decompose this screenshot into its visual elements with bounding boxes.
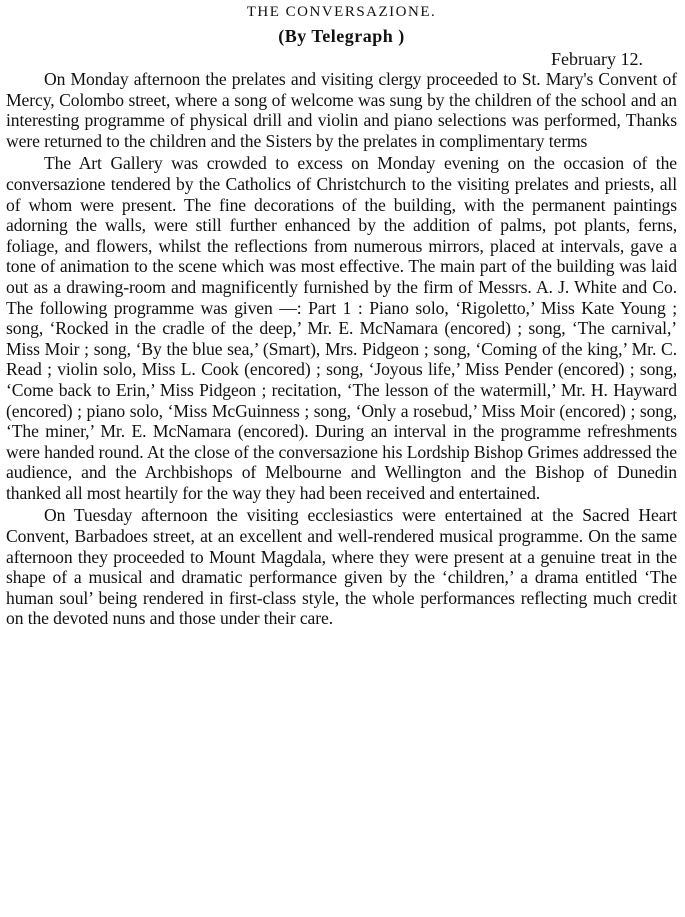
article-paragraph-tuesday-afternoon: On Tuesday afternoon the visiting ecclesiastics were entertained at the Sacred Heart Convent, Barbadoes street, at an excellent and well-rendered musical programme. On the same afternoon they proceeded to Mount Magdala, where they were present at a genuine treat in the shape of a musical and dramatic performance given by the ‘children,’ a drama entitled ‘The human soul’ being rendered in first-class style, the whole performances reflecting much credit on the devoted nuns and those under their care. [6,505,677,629]
article-paragraph-monday-afternoon: On Monday afternoon the prelates and visiting clergy proceeded to St. Mary's Convent of Mercy, Colombo street, where a song of welcome was sung by the children of the school and an interesting programme of physical drill and violin and piano selections was performed, Thanks were returned to the children and the Sisters by the prelates in complimentary terms [6,69,677,151]
article-dateline: February 12. [551,49,643,69]
article-heading: THE CONVERSAZIONE. [246,4,437,20]
article-paragraph-art-gallery: The Art Gallery was crowded to excess on Monday evening on the occasion of the conversazione tendered by the Catholics of Christchurch to the visiting prelates and priests, all of whom were present. The fine decorations of the building, with the permanent paintings adorning the walls, were still further enhanced by the addition of palms, pot plants, ferns, foliage, and flowers, whilst the reflections from numerous mirrors, placed at intervals, gave a tone of animation to the scene which was most effective. The main part of the building was laid out as a drawing-room and magnificently furnished by the firm of Messrs. A. J. White and Co. The following programme was given —: Part 1 : Piano solo, ‘Rigoletto,’ Miss Kate Young ; song, ‘Rocked in the cradle of the deep,’ Mr. E. McNamara (encored) ; song, ‘The carnival,’ Miss Moir ; song, ‘By the blue sea,’ (Smart), Mrs. Pidgeon ; song, ‘Coming of the king,’ Mr. C. Read ; violin solo, Miss L. Cook (encored) ; song, ‘Joyous life,’ Miss Pender (encored) ; song, ‘Come back to Erin,’ Miss Pidgeon ; recitation, ‘The lesson of the watermill,’ Mr. H. Hayward (encored) ; piano solo, ‘Miss McGuinness ; song, ‘Only a rosebud,’ Miss Moir (encored) ; song, ‘The miner,’ Mr. E. McNamara (encored). During an interval in the programme refreshments were handed round. At the close of the conversazione his Lordship Bishop Grimes addressed the audience, and the Archbishops of Melbourne and Wellington and the Bishop of Dunedin thanked all most heartily for the way they had been received and entertained. [6,153,677,503]
article-subheading: (By Telegraph ) [278,26,405,46]
